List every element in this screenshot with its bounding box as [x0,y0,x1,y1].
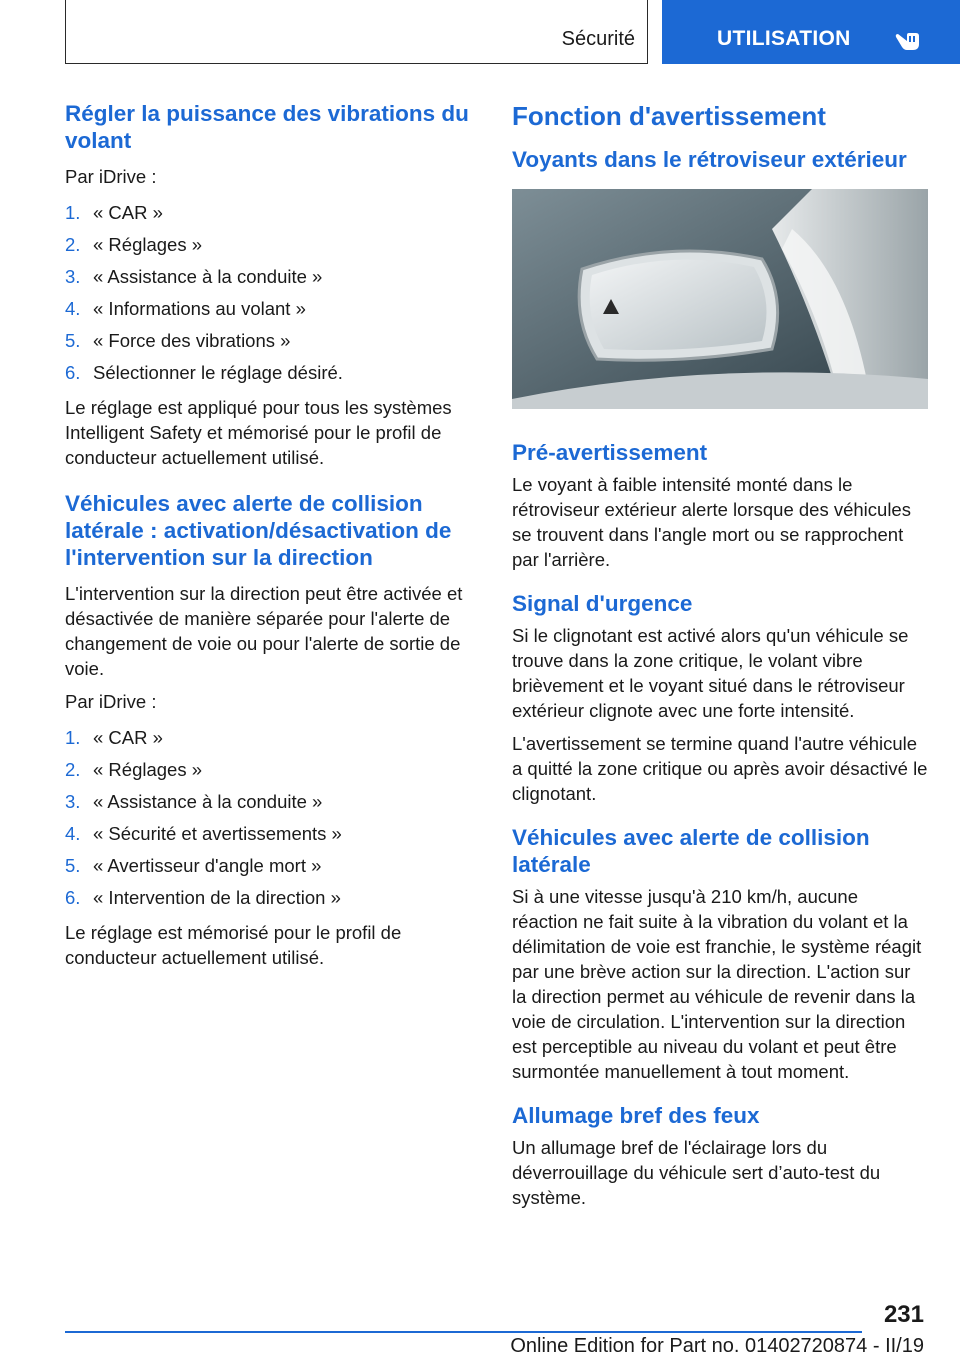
step-number: 6. [65,362,81,383]
right-column [512,100,928,1210]
step-text: Sélectionner le réglage désiré. [93,362,343,383]
header-tab-label: UTILISATION [717,27,851,50]
step-item [65,818,477,850]
step-item [65,882,477,914]
note-text: Le réglage est appliqué pour tous les systèmes Intelligent Safety et mémorisé pour le profil de conducteur actuellement utilisé. [65,397,452,468]
step-number: 3. [65,266,81,287]
steps-list-steering [65,722,477,914]
body-text: L'intervention sur la direction peut être activée et désactivée de manière séparée pour l'alerte de changement de voie ou pour l'alerte de sortie de voie. [65,583,463,679]
step-number: 3. [65,791,81,812]
steps-list-vibration [65,197,477,389]
step-text: « Sécurité et avertissements » [93,823,342,844]
main-title: Fonction d'avertissement [512,101,826,131]
step-item [65,293,477,325]
step-text: « Réglages » [93,234,203,255]
step-text: « Avertisseur d'angle mort » [93,855,322,876]
step-text: « Assistance à la conduite » [93,791,323,812]
step-number: 1. [65,727,81,748]
step-text: « Assistance à la conduite » [93,266,323,287]
body-text: Si le clignotant est activé alors qu'un véhicule se trouve dans la zone critique, le volant vibre brièvement et le voyant situé dans le rétroviseur extérieur clignote avec une forte intensité. [512,625,909,721]
step-text: « Informations au volant » [93,298,306,319]
body-text: Un allumage bref de l'éclairage lors du déverrouillage du véhicule sert d’auto-test du système. [512,1137,881,1208]
step-item [65,754,477,786]
step-text: « Intervention de la direction » [93,887,341,908]
section-title-vibration: Régler la puissance des vibrations du volant [65,101,469,153]
step-item [65,850,477,882]
footer-divider [65,1331,862,1333]
pointing-hand-icon [894,24,922,52]
section-title-steering-intervention: Véhicules avec alerte de collision latérale : activation/désactivation de l'intervention sur la direction [65,491,452,570]
step-text: « CAR » [93,727,163,748]
header-frame [65,0,648,64]
step-number: 4. [65,823,81,844]
section-title-pre-warning: Pré-avertissement [512,440,708,465]
step-item [65,325,477,357]
step-item [65,229,477,261]
left-column [65,100,477,970]
header-section-title: Sécurité [561,28,635,50]
step-number: 5. [65,330,81,351]
section-title-light-flash: Allumage bref des feux [512,1103,760,1128]
step-item [65,722,477,754]
note-text: Le réglage est mémorisé pour le profil de conducteur actuellement utilisé. [65,922,402,968]
section-title-urgent-signal: Signal d'urgence [512,591,693,616]
step-number: 2. [65,759,81,780]
intro-text: Par iDrive : [65,166,157,187]
step-text: « CAR » [93,202,163,223]
step-item [65,786,477,818]
intro-text: Par iDrive : [65,691,157,712]
body-text: Le voyant à faible intensité monté dans le rétroviseur extérieur alerte lorsque des véhicules se trouvent dans l'angle mort ou se rapprochent par l'arrière. [512,474,911,570]
subtitle-mirror: Voyants dans le rétroviseur extérieur [512,147,907,172]
step-item [65,197,477,229]
step-number: 5. [65,855,81,876]
header-tab [662,0,960,64]
mirror-illustration [512,189,928,409]
step-number: 1. [65,202,81,223]
section-title-lateral-collision: Véhicules avec alerte de collision latérale [512,825,870,877]
body-text: Si à une vitesse jusqu'à 210 km/h, aucune réaction ne fait suite à la vibration du volant et la délimitation de voie est franchie, le système réagit par une brève action sur la direction. L'action sur la direction permet au véhicule de revenir dans la voie de circulation. L'intervention sur la direction est perceptible au niveau du volant et peut être surmontée manuellement à tout moment. [512,886,922,1082]
edition-text: Online Edition for Part no. 01402720874 - II/19 [510,1335,924,1357]
step-text: « Force des vibrations » [93,330,291,351]
step-text: « Réglages » [93,759,203,780]
step-number: 2. [65,234,81,255]
step-item [65,261,477,293]
step-number: 6. [65,887,81,908]
page-number: 231 [883,1301,924,1328]
step-number: 4. [65,298,81,319]
step-item [65,357,477,389]
body-text: L'avertissement se termine quand l'autre véhicule a quitté la zone critique ou après avoir désactivé le clignotant. [512,733,928,804]
